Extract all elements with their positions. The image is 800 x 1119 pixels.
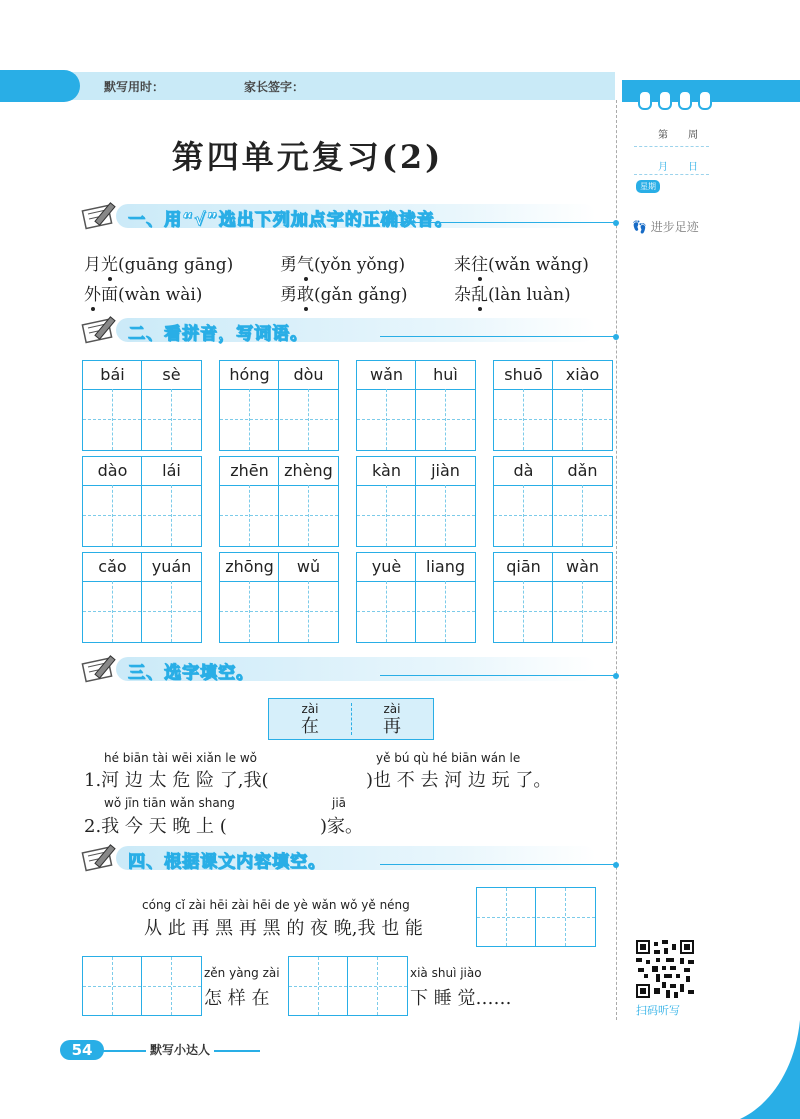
grid-line bbox=[494, 419, 612, 420]
grid-line bbox=[445, 485, 446, 546]
item-text: 勇 bbox=[280, 285, 297, 305]
grid-line bbox=[220, 485, 338, 486]
grid-line bbox=[83, 611, 201, 612]
progress-footprints bbox=[632, 218, 699, 235]
grid-line bbox=[278, 361, 279, 450]
grid-line bbox=[171, 581, 172, 642]
pronunciation-item bbox=[454, 280, 571, 305]
pinyin-syllable: wǔ bbox=[296, 557, 321, 576]
dotted-char: 敢 bbox=[297, 285, 314, 305]
pronunciation-item bbox=[280, 280, 407, 305]
grid-line bbox=[357, 419, 475, 420]
choice-pinyin: zài bbox=[301, 702, 319, 716]
grid-line bbox=[582, 485, 583, 546]
section-2-heading bbox=[80, 318, 615, 344]
grid-line bbox=[445, 389, 446, 450]
item-text: 月 bbox=[84, 255, 101, 275]
answer-grid[interactable] bbox=[476, 887, 596, 947]
pronunciation-item bbox=[454, 250, 589, 275]
grid-line bbox=[415, 553, 416, 642]
pinyin-syllable: dǎn bbox=[567, 461, 598, 480]
word-writing-box[interactable] bbox=[493, 360, 613, 451]
grid-line bbox=[171, 485, 172, 546]
dotted-char: 外 bbox=[84, 285, 101, 305]
choice-option[interactable] bbox=[269, 699, 351, 739]
grid-line bbox=[494, 581, 612, 582]
page-corner-decoration bbox=[740, 1020, 800, 1119]
qr-label: 扫码听写 bbox=[636, 1004, 680, 1017]
grid-line bbox=[308, 581, 309, 642]
item-text: 勇 bbox=[280, 255, 297, 275]
grid-line bbox=[494, 485, 612, 486]
divider bbox=[634, 146, 709, 147]
section-2-title: 二、看拼音，写词语。 bbox=[128, 324, 308, 344]
footprint-icon: 👣 bbox=[632, 220, 647, 234]
section-1-heading bbox=[80, 204, 615, 230]
pinyin-syllable: shuō bbox=[504, 365, 543, 384]
grid-line bbox=[249, 581, 250, 642]
section-1-title: 一、用“√”选出下列加点字的正确读音。 bbox=[128, 210, 453, 230]
heading-dot bbox=[613, 220, 619, 226]
grid-line bbox=[308, 485, 309, 546]
word-writing-box[interactable] bbox=[219, 456, 339, 547]
grid-line bbox=[83, 389, 201, 390]
pinyin-syllable: zhōng bbox=[225, 557, 274, 576]
q2-text-a: 2.我 今 天 晚 上 ( bbox=[84, 816, 227, 837]
word-writing-box[interactable] bbox=[219, 552, 339, 643]
grid-line bbox=[220, 389, 338, 390]
word-writing-box[interactable] bbox=[356, 456, 476, 547]
word-writing-box[interactable] bbox=[356, 552, 476, 643]
grid-line bbox=[112, 389, 113, 450]
grid-line bbox=[523, 485, 524, 546]
word-writing-box[interactable] bbox=[219, 360, 339, 451]
section-3-title: 三、选字填空。 bbox=[128, 663, 254, 683]
grid-line bbox=[141, 361, 142, 450]
answer-grid[interactable] bbox=[288, 956, 408, 1016]
pinyin-syllable: yuè bbox=[371, 557, 402, 576]
pinyin-syllable: hóng bbox=[229, 365, 270, 384]
dotted-char: 光 bbox=[101, 255, 118, 275]
margin-divider bbox=[616, 100, 617, 1020]
line2-pinyin-a: zěn yàng zài bbox=[204, 966, 280, 980]
grid-line bbox=[357, 611, 475, 612]
q2-pinyin-b: jiā bbox=[332, 796, 347, 810]
grid-line bbox=[220, 611, 338, 612]
pinyin-syllable: yuán bbox=[151, 557, 192, 576]
section-4-title: 四、根据课文内容填空。 bbox=[128, 852, 326, 872]
heading-dot bbox=[613, 334, 619, 340]
q1-text-b: )也 不 去 河 边 玩 了。 bbox=[366, 770, 552, 791]
book-title: 默写小达人 bbox=[146, 1041, 214, 1058]
binder-ring-icon bbox=[658, 90, 672, 110]
grid-line bbox=[357, 389, 475, 390]
pinyin-syllable: qiān bbox=[506, 557, 541, 576]
grid-line bbox=[83, 419, 201, 420]
header-accent bbox=[0, 70, 80, 102]
binder-ring-icon bbox=[698, 90, 712, 110]
pinyin-syllable: zhēn bbox=[230, 461, 269, 480]
grid-line bbox=[494, 611, 612, 612]
binder-ring-icon bbox=[678, 90, 692, 110]
time-label: 默写用时： bbox=[104, 80, 165, 94]
pronunciation-item bbox=[84, 280, 202, 305]
grid-line bbox=[386, 485, 387, 546]
page-title: 第四单元复习(2) bbox=[171, 138, 444, 176]
grid-line bbox=[112, 485, 113, 546]
pinyin-options[interactable]: (guāng gāng) bbox=[118, 255, 234, 275]
grid-line bbox=[582, 389, 583, 450]
q1-blank[interactable] bbox=[312, 768, 362, 790]
pinyin-syllable: dòu bbox=[293, 365, 324, 384]
grid-line bbox=[523, 389, 524, 450]
calendar-widget bbox=[632, 98, 712, 190]
grid-line bbox=[415, 457, 416, 546]
heading-line bbox=[380, 675, 615, 676]
q1-text-a: 1.河 边 太 危 险 了,我( bbox=[84, 770, 269, 791]
choice-pinyin: zài bbox=[383, 702, 401, 716]
line1-text: 从 此 再 黑 再 黑 的 夜 晚,我 也 能 bbox=[144, 918, 423, 939]
grid-line bbox=[308, 389, 309, 450]
word-writing-box[interactable] bbox=[82, 552, 202, 643]
pinyin-options[interactable]: (wǎn wǎng) bbox=[488, 255, 589, 275]
grid-line bbox=[83, 986, 201, 987]
pinyin-syllable: sè bbox=[162, 365, 181, 384]
pinyin-options[interactable]: 面(wàn wài) bbox=[101, 285, 203, 305]
grid-line bbox=[171, 389, 172, 450]
pinyin-syllable: wàn bbox=[565, 557, 600, 576]
grid-line bbox=[582, 581, 583, 642]
grid-line bbox=[83, 515, 201, 516]
answer-grid[interactable] bbox=[82, 956, 202, 1016]
heading-line bbox=[380, 222, 615, 223]
section-1-items bbox=[80, 250, 615, 310]
pinyin-syllable: lái bbox=[162, 461, 181, 480]
line2-pinyin-b: xià shuì jiào bbox=[410, 966, 482, 980]
grid-line bbox=[357, 581, 475, 582]
grid-line bbox=[220, 419, 338, 420]
side-note: 进步足迹 bbox=[650, 220, 699, 234]
grid-line bbox=[494, 389, 612, 390]
pinyin-syllable: huì bbox=[433, 365, 458, 384]
grid-line bbox=[289, 986, 407, 987]
pinyin-syllable: bái bbox=[100, 365, 125, 384]
dotted-char: 乱 bbox=[471, 285, 488, 305]
binder-ring-icon bbox=[638, 90, 652, 110]
grid-line bbox=[523, 581, 524, 642]
heading-line bbox=[380, 336, 615, 337]
q1-pinyin-b: yě bú qù hé biān wán le bbox=[376, 751, 521, 765]
line1-pinyin: cóng cǐ zài hēi zài hēi de yè wǎn wǒ yě néng bbox=[142, 898, 410, 912]
heading-line bbox=[380, 864, 615, 865]
grid-line bbox=[386, 581, 387, 642]
grid-line bbox=[220, 515, 338, 516]
q2-blank[interactable] bbox=[268, 814, 318, 836]
pinyin-options[interactable]: (làn luàn) bbox=[488, 285, 571, 305]
word-writing-box[interactable] bbox=[82, 360, 202, 451]
section-3-heading bbox=[80, 657, 615, 683]
choice-option[interactable] bbox=[351, 699, 433, 739]
week-label: 第 周 bbox=[658, 130, 698, 141]
word-writing-box[interactable] bbox=[82, 456, 202, 547]
pinyin-options[interactable]: (gǎn gǎng) bbox=[314, 285, 408, 305]
pinyin-syllable: dào bbox=[97, 461, 128, 480]
grid-line bbox=[494, 515, 612, 516]
grid-line bbox=[220, 581, 338, 582]
qr-code-icon[interactable] bbox=[636, 940, 694, 998]
pinyin-syllable: dà bbox=[513, 461, 534, 480]
pinyin-syllable: wǎn bbox=[369, 365, 404, 384]
grid-line bbox=[249, 389, 250, 450]
divider bbox=[634, 174, 709, 175]
section-4-heading bbox=[80, 846, 615, 872]
pinyin-options[interactable]: (yǒn yǒng) bbox=[314, 255, 406, 275]
choice-char: 再 bbox=[383, 716, 401, 737]
grid-line bbox=[83, 485, 201, 486]
line2-text-b: 下 睡 觉…… bbox=[410, 988, 512, 1009]
line2-text-a: 怎 样 在 bbox=[204, 988, 270, 1009]
heading-dot bbox=[613, 862, 619, 868]
grid-line bbox=[386, 389, 387, 450]
pronunciation-item bbox=[280, 250, 405, 275]
grid-line bbox=[552, 457, 553, 546]
q2-pinyin-a: wǒ jīn tiān wǎn shang bbox=[104, 796, 235, 810]
dotted-char: 气 bbox=[297, 255, 314, 275]
grid-line bbox=[83, 581, 201, 582]
grid-line bbox=[278, 553, 279, 642]
pinyin-syllable: kàn bbox=[372, 461, 401, 480]
grid-line bbox=[357, 515, 475, 516]
choice-char: 在 bbox=[301, 716, 319, 737]
grid-line bbox=[141, 457, 142, 546]
item-text: 杂 bbox=[454, 285, 471, 305]
parent-sign-label: 家长签字： bbox=[244, 80, 305, 94]
pinyin-syllable: xiào bbox=[565, 365, 600, 384]
grid-line bbox=[415, 361, 416, 450]
page-number: 54 bbox=[60, 1040, 104, 1060]
word-writing-box[interactable] bbox=[493, 456, 613, 547]
heading-dot bbox=[613, 673, 619, 679]
grid-line bbox=[249, 485, 250, 546]
grid-line bbox=[112, 581, 113, 642]
grid-line bbox=[278, 457, 279, 546]
pinyin-syllable: liang bbox=[426, 557, 465, 576]
grid-line bbox=[552, 361, 553, 450]
grid-line bbox=[477, 917, 595, 918]
header-bar bbox=[0, 72, 615, 100]
date-label: 月 日 bbox=[658, 162, 698, 173]
weekday-badge: 星期 bbox=[636, 180, 660, 193]
grid-line bbox=[552, 553, 553, 642]
grid-line bbox=[445, 581, 446, 642]
word-writing-box[interactable] bbox=[493, 552, 613, 643]
pronunciation-item bbox=[84, 250, 233, 275]
grid-line bbox=[357, 485, 475, 486]
item-text: 来 bbox=[454, 255, 471, 275]
pinyin-syllable: jiàn bbox=[431, 461, 460, 480]
q1-pinyin-a: hé biān tài wēi xiǎn le wǒ bbox=[104, 751, 257, 765]
dotted-char: 往 bbox=[471, 255, 488, 275]
grid-line bbox=[141, 553, 142, 642]
q2-text-b: )家。 bbox=[320, 816, 364, 837]
choice-box bbox=[268, 698, 434, 740]
word-writing-box[interactable] bbox=[356, 360, 476, 451]
pinyin-syllable: cǎo bbox=[98, 557, 127, 576]
pinyin-syllable: zhèng bbox=[284, 461, 333, 480]
